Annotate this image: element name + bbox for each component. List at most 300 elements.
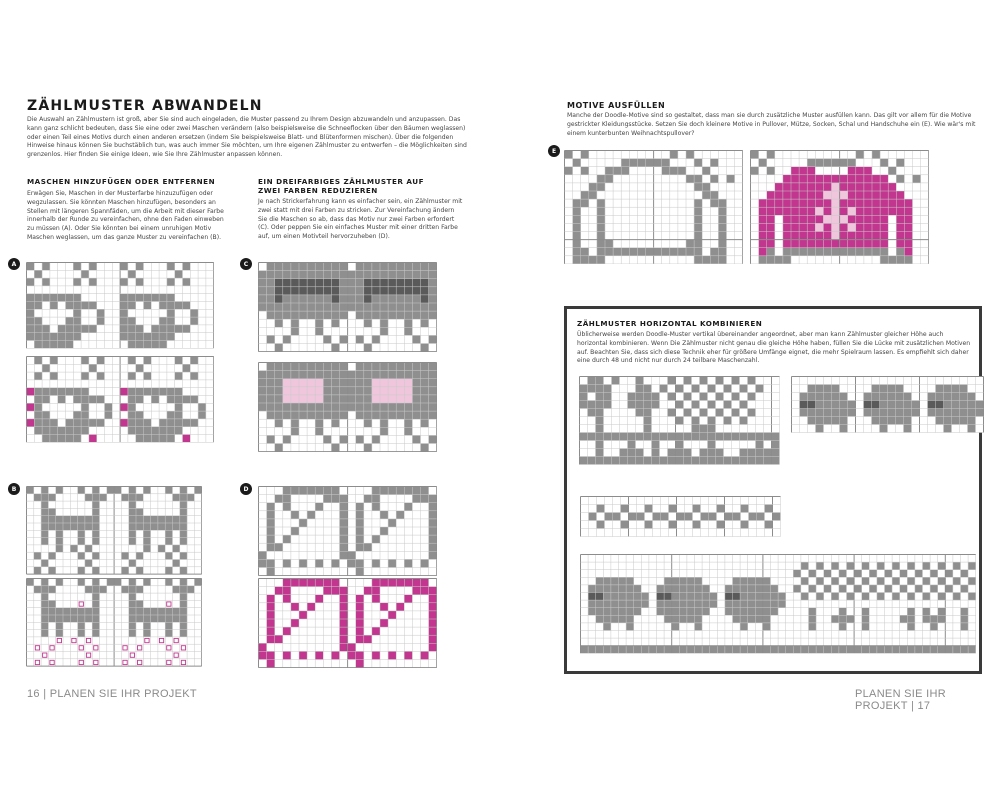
stitch bbox=[755, 646, 763, 654]
stitch bbox=[283, 379, 291, 387]
stitch bbox=[267, 271, 275, 279]
stitch bbox=[183, 325, 191, 333]
stitch bbox=[809, 585, 817, 593]
stitch bbox=[267, 335, 275, 343]
stitch bbox=[421, 371, 429, 379]
stitch bbox=[92, 530, 99, 537]
stitch bbox=[356, 387, 364, 395]
stitch bbox=[880, 215, 888, 223]
stitch bbox=[771, 646, 779, 654]
stitch bbox=[679, 600, 687, 608]
stitch bbox=[356, 363, 364, 371]
stitch bbox=[687, 646, 695, 654]
stitch bbox=[167, 263, 175, 271]
stitch bbox=[672, 646, 680, 654]
stitch bbox=[619, 585, 627, 593]
stitch bbox=[628, 441, 636, 449]
stitch bbox=[718, 248, 726, 256]
stitch bbox=[167, 396, 175, 404]
stitch bbox=[767, 232, 775, 240]
stitch bbox=[136, 388, 144, 396]
stitch bbox=[968, 401, 976, 409]
stitch bbox=[283, 363, 291, 371]
stitch bbox=[78, 552, 85, 559]
stitch bbox=[740, 585, 748, 593]
stitch bbox=[832, 401, 840, 409]
stitch bbox=[56, 622, 63, 629]
stitch bbox=[66, 435, 74, 443]
stitch bbox=[605, 240, 613, 248]
stitch bbox=[740, 646, 748, 654]
stitch bbox=[299, 411, 307, 419]
stitch bbox=[331, 559, 339, 567]
stitch bbox=[81, 270, 89, 278]
stitch bbox=[291, 403, 299, 411]
stitch bbox=[596, 608, 604, 616]
stitch bbox=[960, 401, 968, 409]
stitch bbox=[396, 263, 404, 271]
stitch bbox=[41, 516, 48, 523]
stitch bbox=[832, 417, 840, 425]
stitch bbox=[824, 417, 832, 425]
stitch bbox=[144, 341, 152, 349]
stitch bbox=[603, 593, 611, 601]
stitch bbox=[629, 513, 637, 521]
stitch bbox=[120, 325, 128, 333]
stitch bbox=[120, 302, 128, 310]
stitch bbox=[34, 302, 42, 310]
stitch bbox=[404, 651, 412, 659]
stitch bbox=[824, 570, 832, 578]
stitch bbox=[364, 363, 372, 371]
stitch bbox=[183, 396, 191, 404]
stitch bbox=[603, 600, 611, 608]
stitch bbox=[167, 411, 175, 419]
stitch bbox=[144, 294, 152, 302]
stitch bbox=[783, 240, 791, 248]
stitch bbox=[58, 325, 66, 333]
stitch bbox=[733, 608, 741, 616]
stitch bbox=[412, 395, 420, 403]
stitch bbox=[759, 159, 767, 167]
stitch bbox=[34, 567, 41, 574]
stitch bbox=[89, 263, 97, 271]
stitch bbox=[404, 263, 412, 271]
stitch bbox=[340, 635, 348, 643]
stitch bbox=[283, 627, 291, 635]
stitch bbox=[421, 587, 429, 595]
stitch bbox=[687, 608, 695, 616]
stitch bbox=[380, 511, 388, 519]
stitch bbox=[864, 232, 872, 240]
stitch bbox=[847, 577, 855, 585]
stitch bbox=[267, 603, 275, 611]
stitch bbox=[660, 457, 668, 465]
stitch bbox=[50, 302, 58, 310]
stitch bbox=[856, 240, 864, 248]
stitch bbox=[315, 395, 323, 403]
stitch bbox=[56, 538, 63, 545]
stitch bbox=[315, 327, 323, 335]
stitch bbox=[340, 519, 348, 527]
stitch bbox=[81, 388, 89, 396]
stitch bbox=[676, 417, 684, 425]
stitch bbox=[900, 646, 908, 654]
stitch bbox=[340, 363, 348, 371]
stitch bbox=[767, 215, 775, 223]
stitch bbox=[573, 248, 581, 256]
stitch bbox=[167, 278, 175, 286]
stitch bbox=[429, 295, 437, 303]
stitch bbox=[716, 457, 724, 465]
stitch bbox=[180, 523, 187, 530]
stitch bbox=[56, 545, 63, 552]
stitch bbox=[832, 215, 840, 223]
box-body-text: Üblicherweise werden Doodle-Muster vertikal übereinander angeordnet, aber man kann Zählmuster gleicher Höhe auch horizontal kombinieren. Wenn Die Zählmuster nicht genau die gleiche Höhe haben, füllen Sie die Lücke mit zusätzlichen Motiven auf. Beachten Sie, dass sich diese Technik eher für größere Umfänge eignet, die mehr Spielraum lassen. Es empfiehlt sich daher eine durch 48 und nicht nur durch 24 teilbare Maschenzahl. bbox=[577, 331, 971, 365]
stitch bbox=[41, 622, 48, 629]
stitch bbox=[331, 363, 339, 371]
stitch bbox=[173, 586, 180, 593]
stitch bbox=[331, 303, 339, 311]
stitch bbox=[692, 417, 700, 425]
stitch bbox=[364, 403, 372, 411]
stitch bbox=[421, 319, 429, 327]
stitch bbox=[800, 409, 808, 417]
stitch bbox=[664, 646, 672, 654]
stitch bbox=[323, 587, 331, 595]
stitch bbox=[807, 167, 815, 175]
stitch bbox=[800, 401, 808, 409]
stitch bbox=[340, 379, 348, 387]
stitch bbox=[856, 191, 864, 199]
stitch bbox=[670, 151, 678, 159]
stitch bbox=[740, 608, 748, 616]
stitch bbox=[755, 593, 763, 601]
stitch-grid bbox=[564, 150, 743, 264]
stitch bbox=[144, 435, 152, 443]
stitch bbox=[748, 457, 756, 465]
stitch bbox=[136, 552, 143, 559]
stitch bbox=[945, 585, 953, 593]
stitch bbox=[275, 403, 283, 411]
stitch bbox=[718, 215, 726, 223]
stitch bbox=[315, 503, 323, 511]
stitch bbox=[388, 387, 396, 395]
stitch bbox=[960, 393, 968, 401]
stitch bbox=[121, 586, 128, 593]
stitch bbox=[634, 585, 642, 593]
stitch bbox=[885, 646, 893, 654]
stitch bbox=[331, 311, 339, 319]
stitch bbox=[291, 295, 299, 303]
stitch bbox=[904, 232, 912, 240]
stitch bbox=[73, 435, 81, 443]
stitch bbox=[85, 545, 92, 552]
stitch bbox=[151, 615, 158, 622]
stitch bbox=[283, 263, 291, 271]
stitch bbox=[628, 393, 636, 401]
stitch bbox=[421, 495, 429, 503]
stitch bbox=[764, 449, 772, 457]
stitch bbox=[315, 295, 323, 303]
stitch bbox=[626, 608, 634, 616]
stitch bbox=[307, 387, 315, 395]
stitch bbox=[611, 600, 619, 608]
stitch bbox=[823, 191, 831, 199]
stitch bbox=[619, 615, 627, 623]
stitch bbox=[331, 495, 339, 503]
stitch bbox=[823, 232, 831, 240]
stitch bbox=[864, 409, 872, 417]
stitch bbox=[945, 646, 953, 654]
stitch bbox=[48, 508, 55, 515]
stitch bbox=[938, 577, 946, 585]
stitch-grid bbox=[579, 376, 780, 465]
stitch bbox=[129, 501, 136, 508]
stitch bbox=[686, 151, 694, 159]
stitch bbox=[275, 495, 283, 503]
stitch bbox=[356, 511, 364, 519]
stitch bbox=[915, 585, 923, 593]
stitch bbox=[85, 523, 92, 530]
stitch bbox=[356, 303, 364, 311]
stitch bbox=[364, 263, 372, 271]
stitch bbox=[824, 393, 832, 401]
stitch bbox=[412, 579, 420, 587]
stitch bbox=[372, 535, 380, 543]
stitch bbox=[429, 603, 437, 611]
stitch bbox=[56, 615, 63, 622]
stitch bbox=[605, 513, 613, 521]
stitch bbox=[748, 377, 756, 385]
stitch bbox=[340, 287, 348, 295]
stitch bbox=[372, 263, 380, 271]
stitch bbox=[291, 579, 299, 587]
stitch bbox=[839, 615, 847, 623]
stitch bbox=[388, 371, 396, 379]
stitch bbox=[771, 608, 779, 616]
stitch bbox=[756, 449, 764, 457]
stitch bbox=[740, 401, 748, 409]
stitch bbox=[816, 646, 824, 654]
stitch bbox=[856, 183, 864, 191]
stitch bbox=[888, 256, 896, 264]
stitch bbox=[56, 516, 63, 523]
stitch bbox=[42, 435, 50, 443]
stitch bbox=[597, 248, 605, 256]
stitch bbox=[778, 600, 786, 608]
stitch bbox=[151, 427, 159, 435]
stitch bbox=[657, 585, 665, 593]
stitch bbox=[129, 600, 136, 607]
stitch bbox=[823, 183, 831, 191]
stitch bbox=[331, 403, 339, 411]
stitch bbox=[180, 630, 187, 637]
stitch bbox=[58, 435, 66, 443]
stitch bbox=[291, 311, 299, 319]
stitch bbox=[716, 377, 724, 385]
stitch bbox=[97, 317, 105, 325]
stitch bbox=[291, 427, 299, 435]
stitch bbox=[791, 207, 799, 215]
stitch bbox=[684, 377, 692, 385]
stitch bbox=[872, 232, 880, 240]
stitch bbox=[783, 191, 791, 199]
stitch bbox=[839, 608, 847, 616]
stitch bbox=[872, 215, 880, 223]
stitch bbox=[307, 395, 315, 403]
stitch bbox=[596, 449, 604, 457]
stitch bbox=[128, 419, 136, 427]
stitch bbox=[340, 535, 348, 543]
stitch bbox=[748, 433, 756, 441]
stitch bbox=[396, 511, 404, 519]
stitch bbox=[684, 457, 692, 465]
stitch bbox=[816, 393, 824, 401]
stitch bbox=[686, 240, 694, 248]
stitch bbox=[429, 643, 437, 651]
stitch bbox=[626, 646, 634, 654]
stitch bbox=[880, 175, 888, 183]
stitch bbox=[888, 191, 896, 199]
stitch bbox=[807, 175, 815, 183]
stitch bbox=[412, 587, 420, 595]
stitch bbox=[904, 207, 912, 215]
stitch bbox=[183, 435, 191, 443]
stitch bbox=[732, 457, 740, 465]
stitch bbox=[772, 449, 780, 457]
stitch bbox=[89, 278, 97, 286]
stitch bbox=[48, 552, 55, 559]
stitch bbox=[167, 435, 175, 443]
stitch bbox=[396, 487, 404, 495]
stitch bbox=[676, 401, 684, 409]
stitch bbox=[791, 223, 799, 231]
stitch bbox=[645, 521, 653, 529]
stitch bbox=[299, 611, 307, 619]
stitch bbox=[34, 396, 42, 404]
stitch bbox=[421, 279, 429, 287]
stitch bbox=[702, 191, 710, 199]
stitch bbox=[167, 302, 175, 310]
stitch bbox=[92, 622, 99, 629]
stitch bbox=[97, 357, 105, 365]
stitch bbox=[259, 651, 267, 659]
stitch bbox=[190, 357, 198, 365]
stitch bbox=[92, 567, 99, 574]
stitch bbox=[832, 191, 840, 199]
stitch bbox=[27, 325, 35, 333]
stitch bbox=[848, 159, 856, 167]
stitch bbox=[143, 516, 150, 523]
stitch bbox=[73, 388, 81, 396]
stitch bbox=[641, 593, 649, 601]
stitch bbox=[888, 199, 896, 207]
stitch bbox=[388, 403, 396, 411]
stitch bbox=[748, 593, 756, 601]
stitch bbox=[364, 444, 372, 452]
box-body bbox=[577, 331, 971, 366]
stitch bbox=[340, 643, 348, 651]
stitch bbox=[129, 560, 136, 567]
stitch bbox=[364, 379, 372, 387]
stitch bbox=[323, 435, 331, 443]
stitch bbox=[718, 240, 726, 248]
stitch bbox=[880, 199, 888, 207]
stitch bbox=[702, 183, 710, 191]
stitch bbox=[259, 303, 267, 311]
stitch bbox=[129, 622, 136, 629]
stitch bbox=[637, 248, 645, 256]
stitch bbox=[190, 396, 198, 404]
stitch bbox=[880, 385, 888, 393]
stitch bbox=[740, 623, 748, 631]
stitch bbox=[767, 248, 775, 256]
stitch bbox=[589, 191, 597, 199]
stitch bbox=[56, 608, 63, 615]
stitch bbox=[27, 263, 35, 271]
stitch bbox=[687, 615, 695, 623]
stitch bbox=[396, 279, 404, 287]
stitch bbox=[50, 372, 58, 380]
stitch bbox=[759, 199, 767, 207]
stitch bbox=[291, 303, 299, 311]
stitch bbox=[646, 248, 654, 256]
stitch bbox=[165, 579, 172, 586]
stitch bbox=[740, 417, 748, 425]
stitch bbox=[823, 248, 831, 256]
stitch bbox=[364, 371, 372, 379]
section-heading-fill-motifs: MOTIVE AUSFÜLLEN bbox=[567, 101, 666, 110]
stitch bbox=[664, 577, 672, 585]
stitch bbox=[380, 311, 388, 319]
stitch bbox=[791, 215, 799, 223]
stitch bbox=[801, 562, 809, 570]
stitch bbox=[669, 521, 677, 529]
stitch bbox=[429, 543, 437, 551]
stitch bbox=[668, 393, 676, 401]
stitch bbox=[864, 248, 872, 256]
stitch bbox=[823, 240, 831, 248]
stitch bbox=[180, 600, 187, 607]
chart-e-sweater-outline bbox=[564, 150, 743, 264]
stitch bbox=[348, 371, 356, 379]
figure-label-b: B bbox=[8, 483, 20, 495]
stitch bbox=[611, 577, 619, 585]
stitch bbox=[847, 615, 855, 623]
stitch bbox=[267, 527, 275, 535]
stitch bbox=[81, 325, 89, 333]
stitch bbox=[340, 627, 348, 635]
stitch bbox=[923, 615, 931, 623]
stitch bbox=[315, 595, 323, 603]
stitch bbox=[331, 344, 339, 352]
stitch bbox=[380, 419, 388, 427]
stitch bbox=[129, 530, 136, 537]
stitch bbox=[816, 417, 824, 425]
stitch bbox=[388, 487, 396, 495]
stitch bbox=[702, 600, 710, 608]
stitch bbox=[372, 503, 380, 511]
stitch bbox=[725, 593, 733, 601]
stitch bbox=[952, 385, 960, 393]
stitch bbox=[396, 403, 404, 411]
stitch bbox=[275, 295, 283, 303]
stitch bbox=[928, 409, 936, 417]
stitch bbox=[880, 159, 888, 167]
stitch bbox=[144, 333, 152, 341]
stitch bbox=[144, 388, 152, 396]
